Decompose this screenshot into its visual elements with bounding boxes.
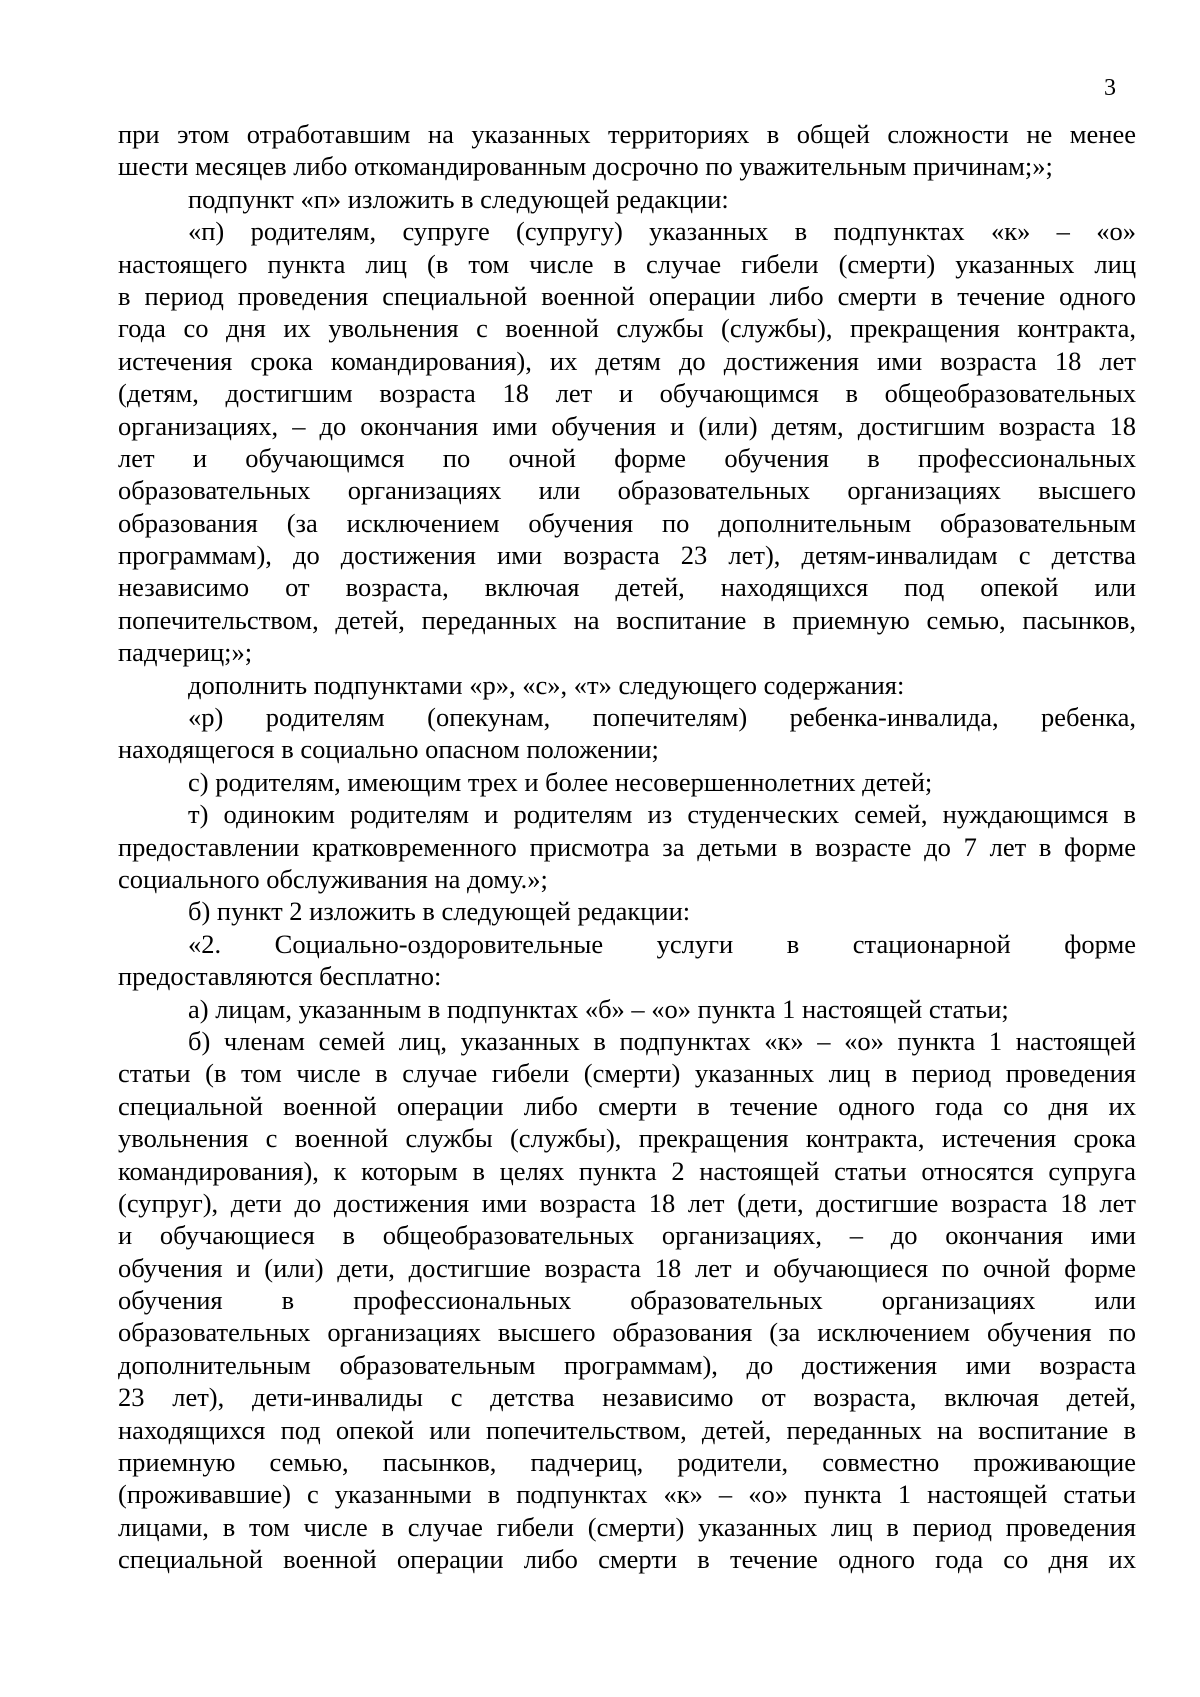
text-line: б) пункт 2 изложить в следующей редакции: (188, 896, 691, 927)
text-line: дополнить подпунктами «р», «с», «т» следующего содержания: (188, 669, 905, 700)
text-line: обучения и (или) дети, достигшие возраста 18 лет и обучающиеся по очной форме (118, 1252, 1136, 1283)
text-line: б) членам семей лиц, указанных в подпунктах «к» – «о» пункта 1 настоящей (188, 1025, 1136, 1056)
text-line: с) родителям, имеющим трех и более несовершеннолетних детей; (188, 766, 933, 797)
text-line: предоставляются бесплатно: (118, 961, 442, 992)
text-line: года со дня их увольнения с военной службы (службы), прекращения контракта, (118, 313, 1136, 344)
text-line: программам), до достижения ими возраста 23 лет), детям-инвалидам с детства (118, 540, 1136, 571)
text-line: истечения срока командирования), их детям до достижения ими возраста 18 лет (118, 345, 1136, 376)
text-line: статьи (в том числе в случае гибели (смерти) указанных лиц в период проведения (118, 1058, 1136, 1089)
text-line: попечительством, детей, переданных на воспитание в приемную семью, пасынков, (118, 604, 1136, 635)
text-line: лет и обучающимся по очной форме обучения в профессиональных (118, 442, 1136, 473)
text-line: т) одиноким родителям и родителям из студенческих семей, нуждающимся в (188, 799, 1136, 830)
text-line: образовательных организациях высшего образования (за исключением обучения по (118, 1317, 1136, 1348)
text-line: (супруг), дети до достижения ими возраста 18 лет (дети, достигшие возраста 18 лет (118, 1187, 1136, 1218)
text-line: обучения в профессиональных образовательных организациях или (118, 1285, 1136, 1316)
text-line: независимо от возраста, включая детей, находящихся под опекой или (118, 572, 1136, 603)
text-line: «п) родителям, супруге (супругу) указанных в подпунктах «к» – «о» (188, 216, 1136, 247)
text-line: (проживавшие) с указанными в подпунктах «к» – «о» пункта 1 настоящей статьи (118, 1479, 1136, 1510)
text-line: предоставлении кратковременного присмотра за детьми в возрасте до 7 лет в форме (118, 831, 1136, 862)
text-line: специальной военной операции либо смерти в течение одного года со дня их (118, 1090, 1136, 1121)
text-line: (детям, достигшим возраста 18 лет и обучающимся в общеобразовательных (118, 378, 1136, 409)
text-line: при этом отработавшим на указанных территориях в общей сложности не менее (118, 119, 1136, 149)
text-line: падчериц;»; (118, 637, 253, 668)
text-line: «р) родителям (опекунам, попечителям) ребенка-инвалида, ребенка, (188, 702, 1136, 733)
page-number: 3 (1104, 75, 1116, 101)
text-line: настоящего пункта лиц (в том числе в случае гибели (смерти) указанных лиц (118, 248, 1136, 279)
text-line: шести месяцев либо откомандированным досрочно по уважительным причинам;»; (118, 151, 1053, 182)
text-line: лицами, в том числе в случае гибели (смерти) указанных лиц в период проведения (118, 1511, 1136, 1542)
text-line: организациях, – до окончания ими обучения и (или) детям, достигшим возраста 18 (118, 410, 1136, 441)
text-line: находящегося в социально опасном положении; (118, 734, 659, 765)
text-line: дополнительным образовательным программам), до достижения ими возраста (118, 1349, 1136, 1380)
text-line: специальной военной операции либо смерти в течение одного года со дня их (118, 1544, 1136, 1575)
text-line: «2. Социально-оздоровительные услуги в стационарной форме (188, 928, 1136, 959)
text-line: приемную семью, пасынков, падчериц, родители, совместно проживающие (118, 1447, 1136, 1478)
text-line: а) лицам, указанным в подпунктах «б» – «о» пункта 1 настоящей статьи; (188, 993, 1009, 1024)
text-line: 23 лет), дети-инвалиды с детства независимо от возраста, включая детей, (118, 1382, 1136, 1413)
text-line: социального обслуживания на дому.»; (118, 863, 548, 894)
text-line: образования (за исключением обучения по дополнительным образовательным (118, 507, 1136, 538)
text-line: командирования), к которым в целях пункта 2 настоящей статьи относятся супруга (118, 1155, 1136, 1186)
document-body (118, 118, 1136, 1576)
text-line: в период проведения специальной военной операции либо смерти в течение одного (118, 280, 1136, 311)
text-line: подпункт «п» изложить в следующей редакции: (188, 183, 729, 214)
text-line: находящихся под опекой или попечительством, детей, переданных на воспитание в (118, 1414, 1136, 1445)
text-line: и обучающиеся в общеобразовательных организациях, – до окончания ими (118, 1220, 1136, 1251)
text-line: образовательных организациях или образовательных организациях высшего (118, 475, 1136, 506)
text-line: увольнения с военной службы (службы), прекращения контракта, истечения срока (118, 1123, 1136, 1154)
